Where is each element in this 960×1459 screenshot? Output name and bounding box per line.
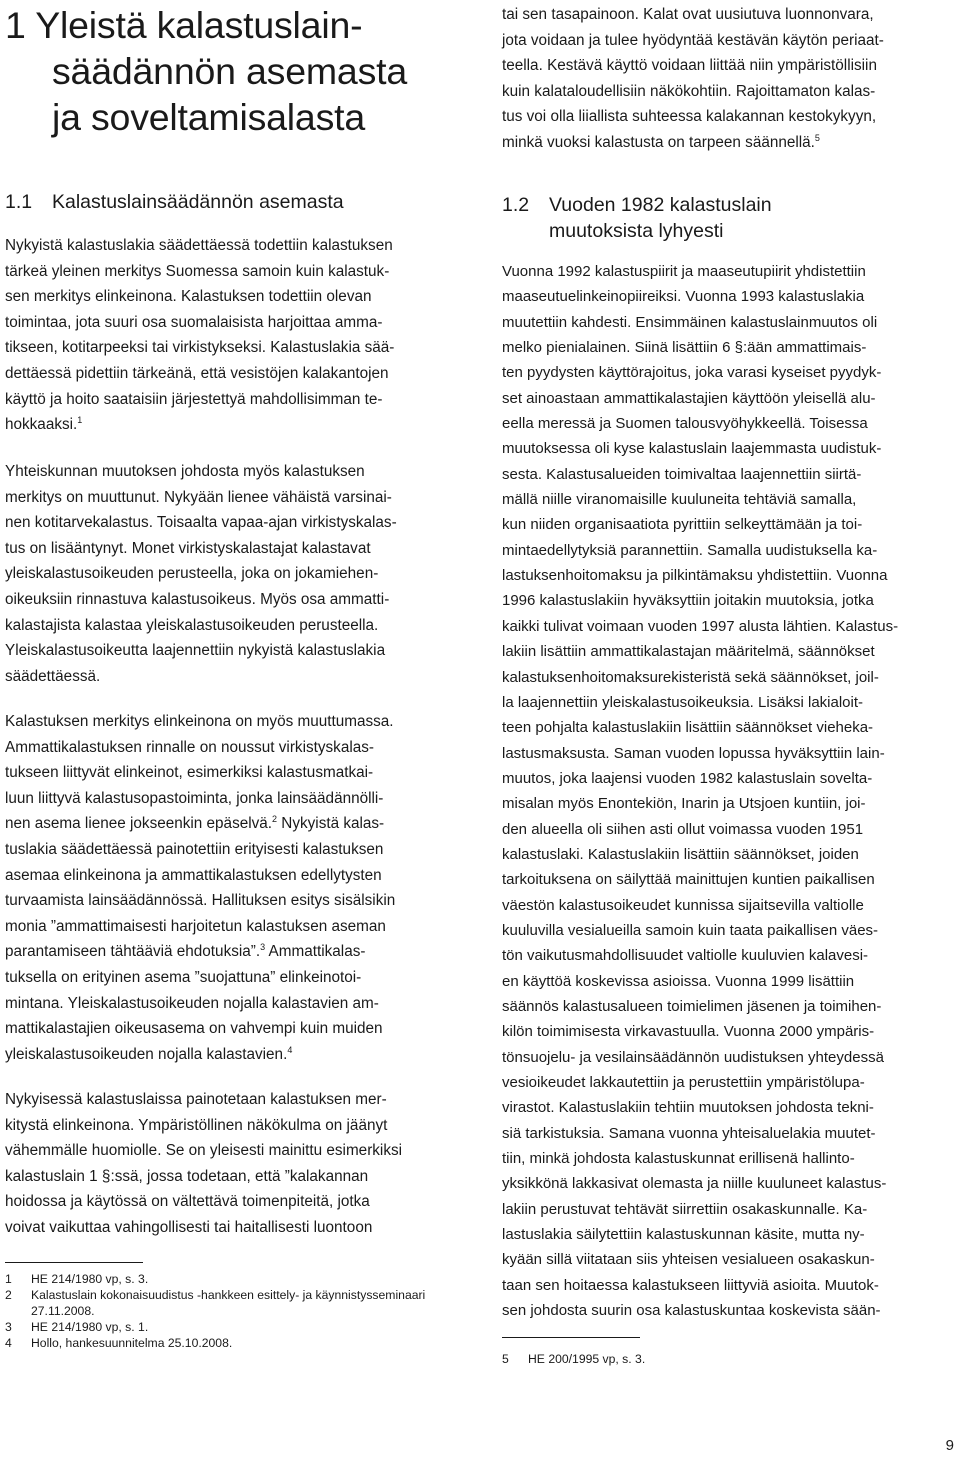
text-line: ten pyydysten käyttörajoitus, joka varasi kyseiset pyydyk- xyxy=(502,364,882,382)
footnote-ref[interactable]: 1 xyxy=(77,415,83,426)
text-line: tönsuojelu- ja vesilainsäädännön uudistuksen yhteydessä xyxy=(502,1048,884,1066)
text-line: sen merkitys elinkeinona. Kalastuksen todettiin olevan xyxy=(5,288,372,306)
text-line: kun niiden organisaatiota pyrittiin selkeyttämään ja toi- xyxy=(502,516,863,534)
text-line: luun liittyvä kalastusopastoiminta, jonka lainsäädännölli- xyxy=(5,789,384,807)
chapter-title xyxy=(5,2,475,140)
text-segment: parantamiseen tähtääviä ehdotuksia”. xyxy=(5,943,261,961)
text-line: muutos, joka laajensi vuoden 1982 kalastuslain sovelta- xyxy=(502,769,873,787)
text-line: yleiskalastusoikeuden nojalla kalastavien. xyxy=(5,1045,288,1063)
text-line: kilön toimimisesta virkavastuulla. Vuonna 2000 ympäris- xyxy=(502,1023,875,1041)
text-line: hokkaaksi. xyxy=(5,416,78,434)
paragraph-1 xyxy=(5,233,460,438)
text-line: Vuonna 1992 kalastuspiirit ja maaseutupiirit yhdistettiin xyxy=(502,263,866,280)
text-line: tikseen, kotitarpeeksi tai virkistykseksi. Kalastuslakia sää- xyxy=(5,339,395,357)
text-line: kalastuslaki. Kalastuslakiin lisättiin säännökset, joiden xyxy=(502,845,859,863)
text-line: jota voidaan ja tulee hyödyntää kestävän käytön periaat- xyxy=(502,31,884,49)
text-line: tiin, minkä johdosta kalastuskunnat erillisenä hallinto- xyxy=(502,1150,855,1168)
right-intro-paragraph xyxy=(502,2,957,156)
text-line: mällä niille viranomaisille kuuluneita tehtäviä samalla, xyxy=(502,491,857,509)
text-line: kyään sillä viitataan siis yhteisen vesialueen osakaskun- xyxy=(502,1251,875,1269)
text-line: vesioikeudet lakkautettiin ja perustettiin ympäristölupa- xyxy=(502,1074,865,1091)
text-line: teen pohjalta kalastuslakiin lisättiin säännökset vieheka- xyxy=(502,719,874,737)
text-line: mintana. Yleiskalastusoikeuden nojalla kalastavien am- xyxy=(5,994,379,1012)
page-number: 9 xyxy=(945,1437,954,1454)
text-line: lakiin lisättiin ammattikalastajan määritelmä, säännökset xyxy=(502,643,875,661)
text-line: asemaa elinkeinona ja ammattikalastuksen edellytysten xyxy=(5,866,382,884)
footnotes-right xyxy=(502,1351,957,1367)
text-line: säädettäessä. xyxy=(5,667,101,685)
text-line: en käyttöä koskevissa asioissa. Vuonna 1999 lisättiin xyxy=(502,972,855,990)
text-line: oikeuksiin rinnastuva kalastusoikeus. Myös osa ammatti- xyxy=(5,590,390,608)
footnote-ref[interactable]: 3 xyxy=(260,942,266,953)
footnote-divider xyxy=(502,1337,640,1338)
text-line: kuuluvilla vesialueilla samoin kuin taata paikallisen väes- xyxy=(502,921,879,939)
footnote-text: HE 214/1980 vp, s. 1. xyxy=(31,1320,149,1334)
footnote-item xyxy=(5,1287,460,1319)
footnote-number: 1 xyxy=(5,1272,12,1286)
text-line: lastusmaksusta. Saman vuoden lopussa hyväksyttiin lain- xyxy=(502,744,885,762)
footnote-number: 3 xyxy=(5,1320,12,1334)
text-line: tus on lisääntynyt. Monet virkistyskalastajat kalastavat xyxy=(5,539,371,557)
text-line: yksikkönä lakkasivat olemasta ja niille kuuluneet kalastus- xyxy=(502,1175,887,1193)
text-line: tarkoituksena on säilyttää mainittujen kuntien paikallisen xyxy=(502,871,875,889)
text-line: tuksella on erityinen asema ”suojattuna” elinkeinotoi- xyxy=(5,968,362,986)
footnote-item xyxy=(5,1319,460,1335)
footnote-number: 2 xyxy=(5,1288,12,1302)
paragraph-2 xyxy=(5,459,460,689)
section-number: 1.1 xyxy=(5,191,33,213)
text-line: maaseutuelinkeinopiireiksi. Vuonna 1993 kalastuslakia xyxy=(502,288,865,306)
section-heading-1-1 xyxy=(5,189,344,215)
footnotes-left xyxy=(5,1271,460,1351)
footnote-divider xyxy=(5,1262,143,1263)
text-line: Kalastuksen merkitys elinkeinona on myös muuttumassa. xyxy=(5,713,394,730)
text-line: eella meressä ja Suomen talousvyöhykkeellä. Toisessa xyxy=(502,415,868,433)
text-line: Nykyisessä kalastuslaissa painotetaan kalastuksen mer- xyxy=(5,1091,387,1108)
text-line: Nykyistä kalastuslakia säädettäessä todettiin kalastuksen xyxy=(5,237,393,254)
text-line: lastuksenhoitomaksu ja pilkintämaksu yhdistettiin. Vuonna xyxy=(502,567,888,585)
text-line: vähemmälle huomiolle. Se on yleisesti mainittu esimerkiksi xyxy=(5,1142,403,1160)
text-line: sen johdosta suurin osa kalastuskuntaa koskevista sään- xyxy=(502,1302,881,1320)
section-title-line-1: Vuoden 1982 kalastuslain xyxy=(549,194,772,216)
text-segment: Ammattikalas- xyxy=(265,943,366,961)
text-line: tukseen liittyvät elinkeinot, esimerkiksi kalastusmatkai- xyxy=(5,764,374,782)
chapter-title-line-2: säädännön asemasta xyxy=(52,50,407,92)
footnote-text: HE 200/1995 vp, s. 3. xyxy=(528,1352,646,1366)
footnote-item xyxy=(502,1351,957,1367)
text-line: säännös kalastusalueen toimielimen jäsenen ja toimihen- xyxy=(502,997,882,1015)
text-segment: Nykyistä kalas- xyxy=(277,815,385,833)
text-line: Yleiskalastusoikeutta laajennettiin nykyistä kalastuslakia xyxy=(5,642,386,660)
text-line: den alueella oli siihen asti ollut voimassa vuoden 1951 xyxy=(502,820,864,838)
text-line: Yhteiskunnan muutoksen johdosta myös kalastuksen xyxy=(5,463,365,480)
text-line: la laajennettiin yleiskalastusoikeuksia. Lisäksi lakialoit- xyxy=(502,693,864,711)
text-line: muutettiin kahdesti. Ensimmäinen kalastuslainmuutos oli xyxy=(502,313,878,331)
text-line: voivat vaikuttaa vahingollisesti tai haitallisesti luontoon xyxy=(5,1218,373,1236)
text-line: väestön kalastusoikeudet kunnissa sijaitsevilla valtiolle xyxy=(502,896,864,914)
text-line: nen kotitarvekalastus. Toisaalta vapaa-ajan virkistyskalas- xyxy=(5,514,397,532)
text-line: monia ”ammattimaisesti harjoitetun kalastuksen aseman xyxy=(5,917,386,935)
text-line: 1996 kalastuslakiin hyväksyttiin joitakin muutoksia, jotka xyxy=(502,592,874,610)
text-line: lastuslakia säilytettiin kalastuskunnan käsite, mutta ny- xyxy=(502,1226,865,1244)
text-line: yleiskalastusoikeuden perusteella, joka on jokamiehen- xyxy=(5,565,379,583)
text-segment: nen asema lienee jokseenkin epäselvä. xyxy=(5,815,273,833)
text-line: käyttö ja hoito saataisiin järjestettyä mahdollisimman te- xyxy=(5,390,383,408)
footnote-item xyxy=(5,1335,460,1351)
chapter-title-line-1: 1 Yleistä kalastuslain- xyxy=(5,4,363,46)
section-title xyxy=(549,192,772,244)
text-line: muutoksessa oli kyse kalastuslain laajemmasta uudistuk- xyxy=(502,440,882,458)
footnote-text: HE 214/1980 vp, s. 3. xyxy=(31,1272,149,1286)
text-line: kalastuksenhoitomaksurekisteristä sekä säännökset, joil- xyxy=(502,668,879,686)
text-line: turvaamista lainsäädännössä. Hallituksen esitys sisälsikin xyxy=(5,892,396,910)
text-line: misalan myös Enontekiön, Inarin ja Utsjoen kuntiin, joi- xyxy=(502,795,866,813)
footnote-number: 4 xyxy=(5,1336,12,1350)
paragraph-5 xyxy=(502,259,957,1323)
text-line: kitystä elinkeinona. Ympäristöllinen näkökulma on jäänyt xyxy=(5,1116,388,1134)
footnote-item xyxy=(5,1271,460,1287)
text-line: virastot. Kalastuslakiin tehtiin muutoksen johdosta tekni- xyxy=(502,1099,874,1117)
footnote-ref[interactable]: 2 xyxy=(272,814,278,825)
text-line: toimintaa, jota suuri osa suomalaisista harjoittaa amma- xyxy=(5,313,383,331)
text-line: kaikki tulivat voimaan vuoden 1997 alusta lähtien. Kalastus- xyxy=(502,617,899,635)
footnote-text: Hollo, hankesuunnitelma 25.10.2008. xyxy=(31,1336,233,1350)
text-line: teella. Kestävä käyttö voidaan liittää niin ympäristöllisiin xyxy=(502,57,877,75)
text-line: minkä vuoksi kalastusta on tarpeen säännellä. xyxy=(502,133,815,151)
text-line: siä tarkistuksia. Samana vuonna yhteisaluelakia muutet- xyxy=(502,1124,876,1142)
section-title-line-2: muutoksista lyhyesti xyxy=(549,220,724,242)
text-line: Ammattikalastuksen rinnalle on noussut virkistyskalas- xyxy=(5,738,374,756)
text-line: set ainoastaan ammattikalastajien käyttöön yleisellä alu- xyxy=(502,389,876,407)
text-line: kuin kalataloudellisiin näkökohtiin. Rajoittamaton kalas- xyxy=(502,82,876,100)
paragraph-4 xyxy=(5,1087,460,1241)
text-line: hoidossa ja käytössä on vältettävä toimenpiteitä, jotka xyxy=(5,1193,370,1211)
text-line: kalastuslain 1 §:ssä, jossa todetaan, että ”kalakannan xyxy=(5,1167,369,1185)
section-heading-1-2 xyxy=(502,192,772,244)
text-line: tärkeä yleinen merkitys Suomessa samoin kuin kalastuk- xyxy=(5,262,390,280)
text-line: tai sen tasapainoon. Kalat ovat uusiutuva luonnonvara, xyxy=(502,6,874,23)
text-line: lakiin perustuvat tehtävät siirrettiin osakaskunnalle. Ka- xyxy=(502,1200,868,1218)
footnote-ref[interactable]: 5 xyxy=(814,132,820,143)
text-line: taan sen hoitaessa kalastukseen liittyviä asioita. Muutok- xyxy=(502,1276,879,1294)
chapter-title-line-3: ja soveltamisalasta xyxy=(52,96,366,138)
text-line: tuslakia säädettäessä painotettiin erityisesti kalastuksen xyxy=(5,840,384,858)
text-line: kalastajista kalastaa yleiskalastusoikeuden perusteella. xyxy=(5,616,379,634)
footnote-text: Kalastuslain kokonaisuudistus -hankkeen esittely- ja käynnistysseminaari 27.11.2008. xyxy=(31,1288,426,1318)
footnote-ref[interactable]: 4 xyxy=(287,1044,293,1055)
text-line: dettäessä pidettiin tärkeänä, että vesistöjen kalakantojen xyxy=(5,364,389,382)
text-line: sesta. Kalastusalueiden toimivaltaa laajennettiin siirtä- xyxy=(502,465,862,483)
text-line: mintaedellytyksiä parannettiin. Samalla uudistuksella ka- xyxy=(502,541,878,559)
text-line: tus voi olla liiallista suhteessa kalakannan kestokykyyn, xyxy=(502,108,877,126)
text-line: merkitys on muuttunut. Nykyään lienee vähäistä varsinai- xyxy=(5,488,392,506)
paragraph-3 xyxy=(5,709,460,1067)
footnote-number: 5 xyxy=(502,1352,509,1366)
text-line: melko pienialainen. Siinä lisättiin 6 §:ään ammattimais- xyxy=(502,339,867,357)
section-title: Kalastuslainsäädännön asemasta xyxy=(52,191,344,213)
text-line: mattikalastajien oikeusasema on vahvempi kuin muiden xyxy=(5,1020,383,1038)
text-line: tön vaikutusmahdollisuudet valtiolle kuuluvien kalavesi- xyxy=(502,947,869,965)
section-number: 1.2 xyxy=(502,194,530,216)
